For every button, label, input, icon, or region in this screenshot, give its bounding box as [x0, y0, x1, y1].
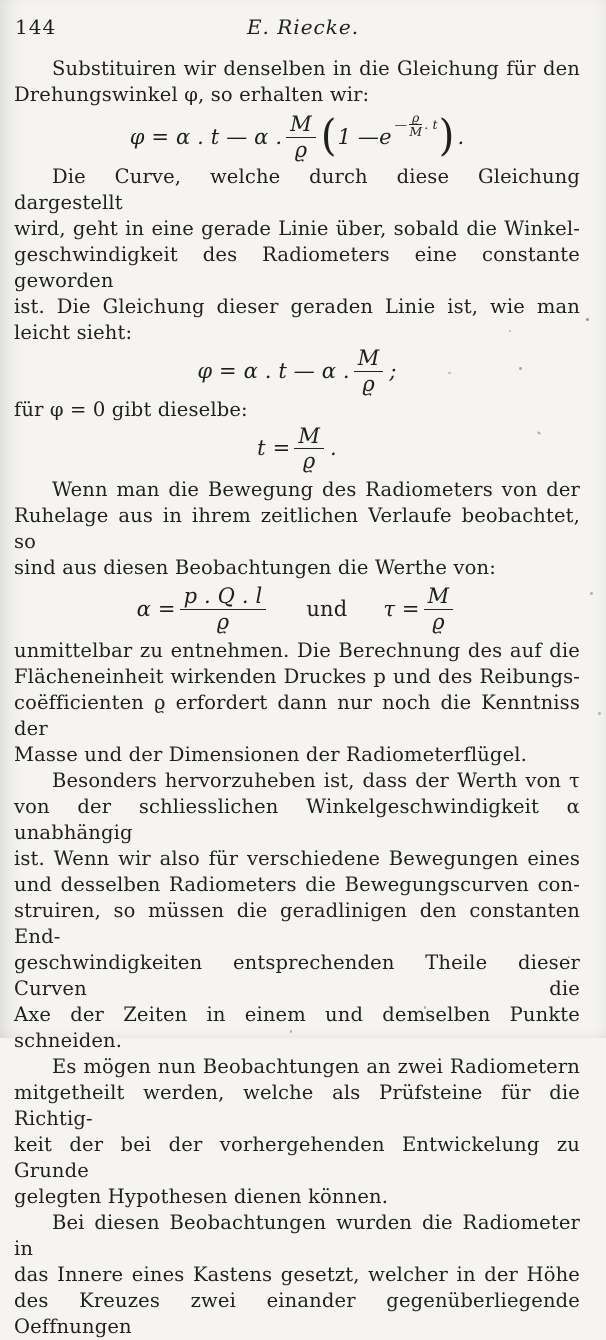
fraction-numerator: ϱ — [409, 112, 422, 126]
scan-speck — [590, 592, 593, 595]
fraction-denominator: ϱ — [302, 449, 316, 474]
fraction-M-rho — [354, 347, 384, 395]
scan-speck — [424, 1006, 426, 1009]
scan-speck — [509, 330, 511, 332]
text-block — [14, 56, 580, 1340]
fraction-M-rho — [424, 585, 454, 633]
text-line: geschwindigkeit des Radiometers eine constante geworden — [14, 243, 580, 293]
paragraph-bei-diesen — [14, 1210, 580, 1340]
scan-speck — [598, 712, 601, 715]
text-line: Flächeneinheit wirkenden Druckes p und des Reibungs- — [14, 665, 580, 689]
formula-lhs: t = — [257, 436, 291, 461]
exponent — [394, 109, 438, 140]
text-line: Drehungswinkel φ, so erhalten wir: — [14, 83, 370, 106]
exponent-t: . t — [424, 117, 438, 133]
text-line: und desselben Radiometers die Bewegungscurven con- — [14, 873, 580, 897]
text-line: des Kreuzes zwei einander gegenüberliegende Oeffnungen — [14, 1289, 580, 1339]
fraction-numerator: p . Q . l — [180, 585, 267, 610]
text-line: geschwindigkeiten entsprechenden Theile dieser Curven die — [14, 951, 580, 1001]
text-line: struiren, so müssen die geradlinigen den constanten End- — [14, 899, 580, 949]
formula-lhs: φ = α . t — α . — [129, 124, 283, 149]
fraction-denominator: ϱ — [362, 372, 375, 397]
fraction-denominator: ϱ — [216, 609, 230, 634]
fraction-numerator: M — [424, 585, 454, 610]
formula-rhs: τ = — [383, 596, 420, 621]
formula-period: . — [330, 436, 337, 461]
formula-lhs: α = — [136, 596, 176, 621]
text-line: für φ = 0 gibt dieselbe: — [14, 397, 248, 421]
text-line: Besonders hervorzuheben ist, dass der Werth von τ — [52, 769, 580, 793]
text-line: Wenn man die Bewegung des Radiometers von der — [52, 478, 580, 502]
fraction-denominator: ϱ — [294, 137, 308, 162]
paragraph-substituiren — [14, 56, 580, 108]
scan-speck — [568, 956, 570, 958]
text-line: unmittelbar zu entnehmen. Die Berechnung des auf die — [14, 639, 580, 663]
paragraph-besonders — [14, 768, 580, 1054]
text-line: coëfficienten ϱ erfordert dann nur noch die Kenntniss der — [14, 691, 580, 741]
formula-body: 1 — — [337, 124, 380, 149]
fraction-numerator: M — [354, 347, 384, 372]
text-line: wird, geht in eine gerade Linie über, sobald die Winkel- — [14, 217, 580, 241]
euler-e: e — [379, 124, 392, 149]
text-line: gelegten Hypothesen dienen können. — [14, 1185, 389, 1209]
fraction-numerator: M — [286, 113, 316, 138]
fraction-M-rho — [286, 113, 316, 161]
text-line: ist. Wenn wir also für verschiedene Bewegungen eines — [14, 847, 580, 871]
exponent-minus: — — [394, 117, 408, 133]
text-line: leicht sieht: — [14, 321, 133, 345]
paragraph-unmittelbar — [14, 638, 580, 768]
text-line: Es mögen nun Beobachtungen an zwei Radiometern — [52, 1055, 580, 1079]
scan-speck — [519, 367, 522, 370]
running-head: E. Riecke. — [246, 15, 360, 39]
text-line: Axe der Zeiten in einem und demselben Punkte schneiden. — [14, 1003, 580, 1053]
page-header — [0, 0, 606, 42]
formula-gerade-linie — [14, 347, 580, 395]
formula-semicolon: ; — [389, 358, 397, 383]
text-line: sind aus diesen Beobachtungen die Werthe von: — [14, 556, 496, 580]
page-number: 144 — [15, 15, 57, 39]
fraction-denominator: M — [409, 124, 423, 140]
text-line: Substituiren wir denselben in die Gleichung für den — [52, 57, 580, 80]
scan-speck — [448, 372, 451, 374]
text-line: Ruhelage aus in ihrem zeitlichen Verlaufe beobachtet, so — [14, 504, 580, 554]
paragraph-die-curve — [14, 164, 580, 346]
formula-lhs: φ = α . t — α . — [197, 358, 350, 383]
fraction-pQl-rho — [180, 585, 267, 633]
fraction-denominator: ϱ — [432, 609, 445, 634]
text-line: Die Curve, welche durch diese Gleichung dargestellt — [14, 165, 580, 215]
formula-drehungswinkel: φ = α . t — α . $\frac{M}{ϱ}$ ( 1 — e — $\frac{ϱ}{M}$ . t ) . — [129, 109, 465, 162]
conjunction-und: und — [306, 596, 348, 621]
text-line: mitgetheilt werden, welche als Prüfsteine für die Richtig- — [14, 1081, 580, 1131]
fraction-M-rho — [294, 425, 324, 473]
paragraph-fuer-phi-null — [14, 397, 580, 423]
scan-speck — [290, 1030, 292, 1033]
paragraph-wenn-man — [14, 477, 580, 581]
text-line: Bei diesen Beobachtungen wurden die Radiometer in — [14, 1211, 580, 1261]
text-line: keit der bei der vorhergehenden Entwickelung zu Grunde — [14, 1133, 580, 1183]
fraction-numerator: M — [294, 425, 324, 450]
text-line: das Innere eines Kastens gesetzt, welcher in der Höhe — [14, 1263, 580, 1287]
text-line: ist. Die Gleichung dieser geraden Linie ist, wie man — [14, 295, 580, 319]
scan-speck — [586, 318, 589, 321]
paragraph-es-moegen — [14, 1054, 580, 1210]
formula-t-gleich-M-rho — [14, 425, 580, 473]
text-line: von der schliesslichen Winkelgeschwindigkeit α unabhängig — [14, 795, 580, 845]
fraction-rho-M — [409, 109, 423, 140]
formula-period: . — [457, 124, 465, 149]
formula-alpha-und-tau — [14, 585, 580, 633]
text-line: Masse und der Dimensionen der Radiometerflügel. — [14, 743, 527, 767]
